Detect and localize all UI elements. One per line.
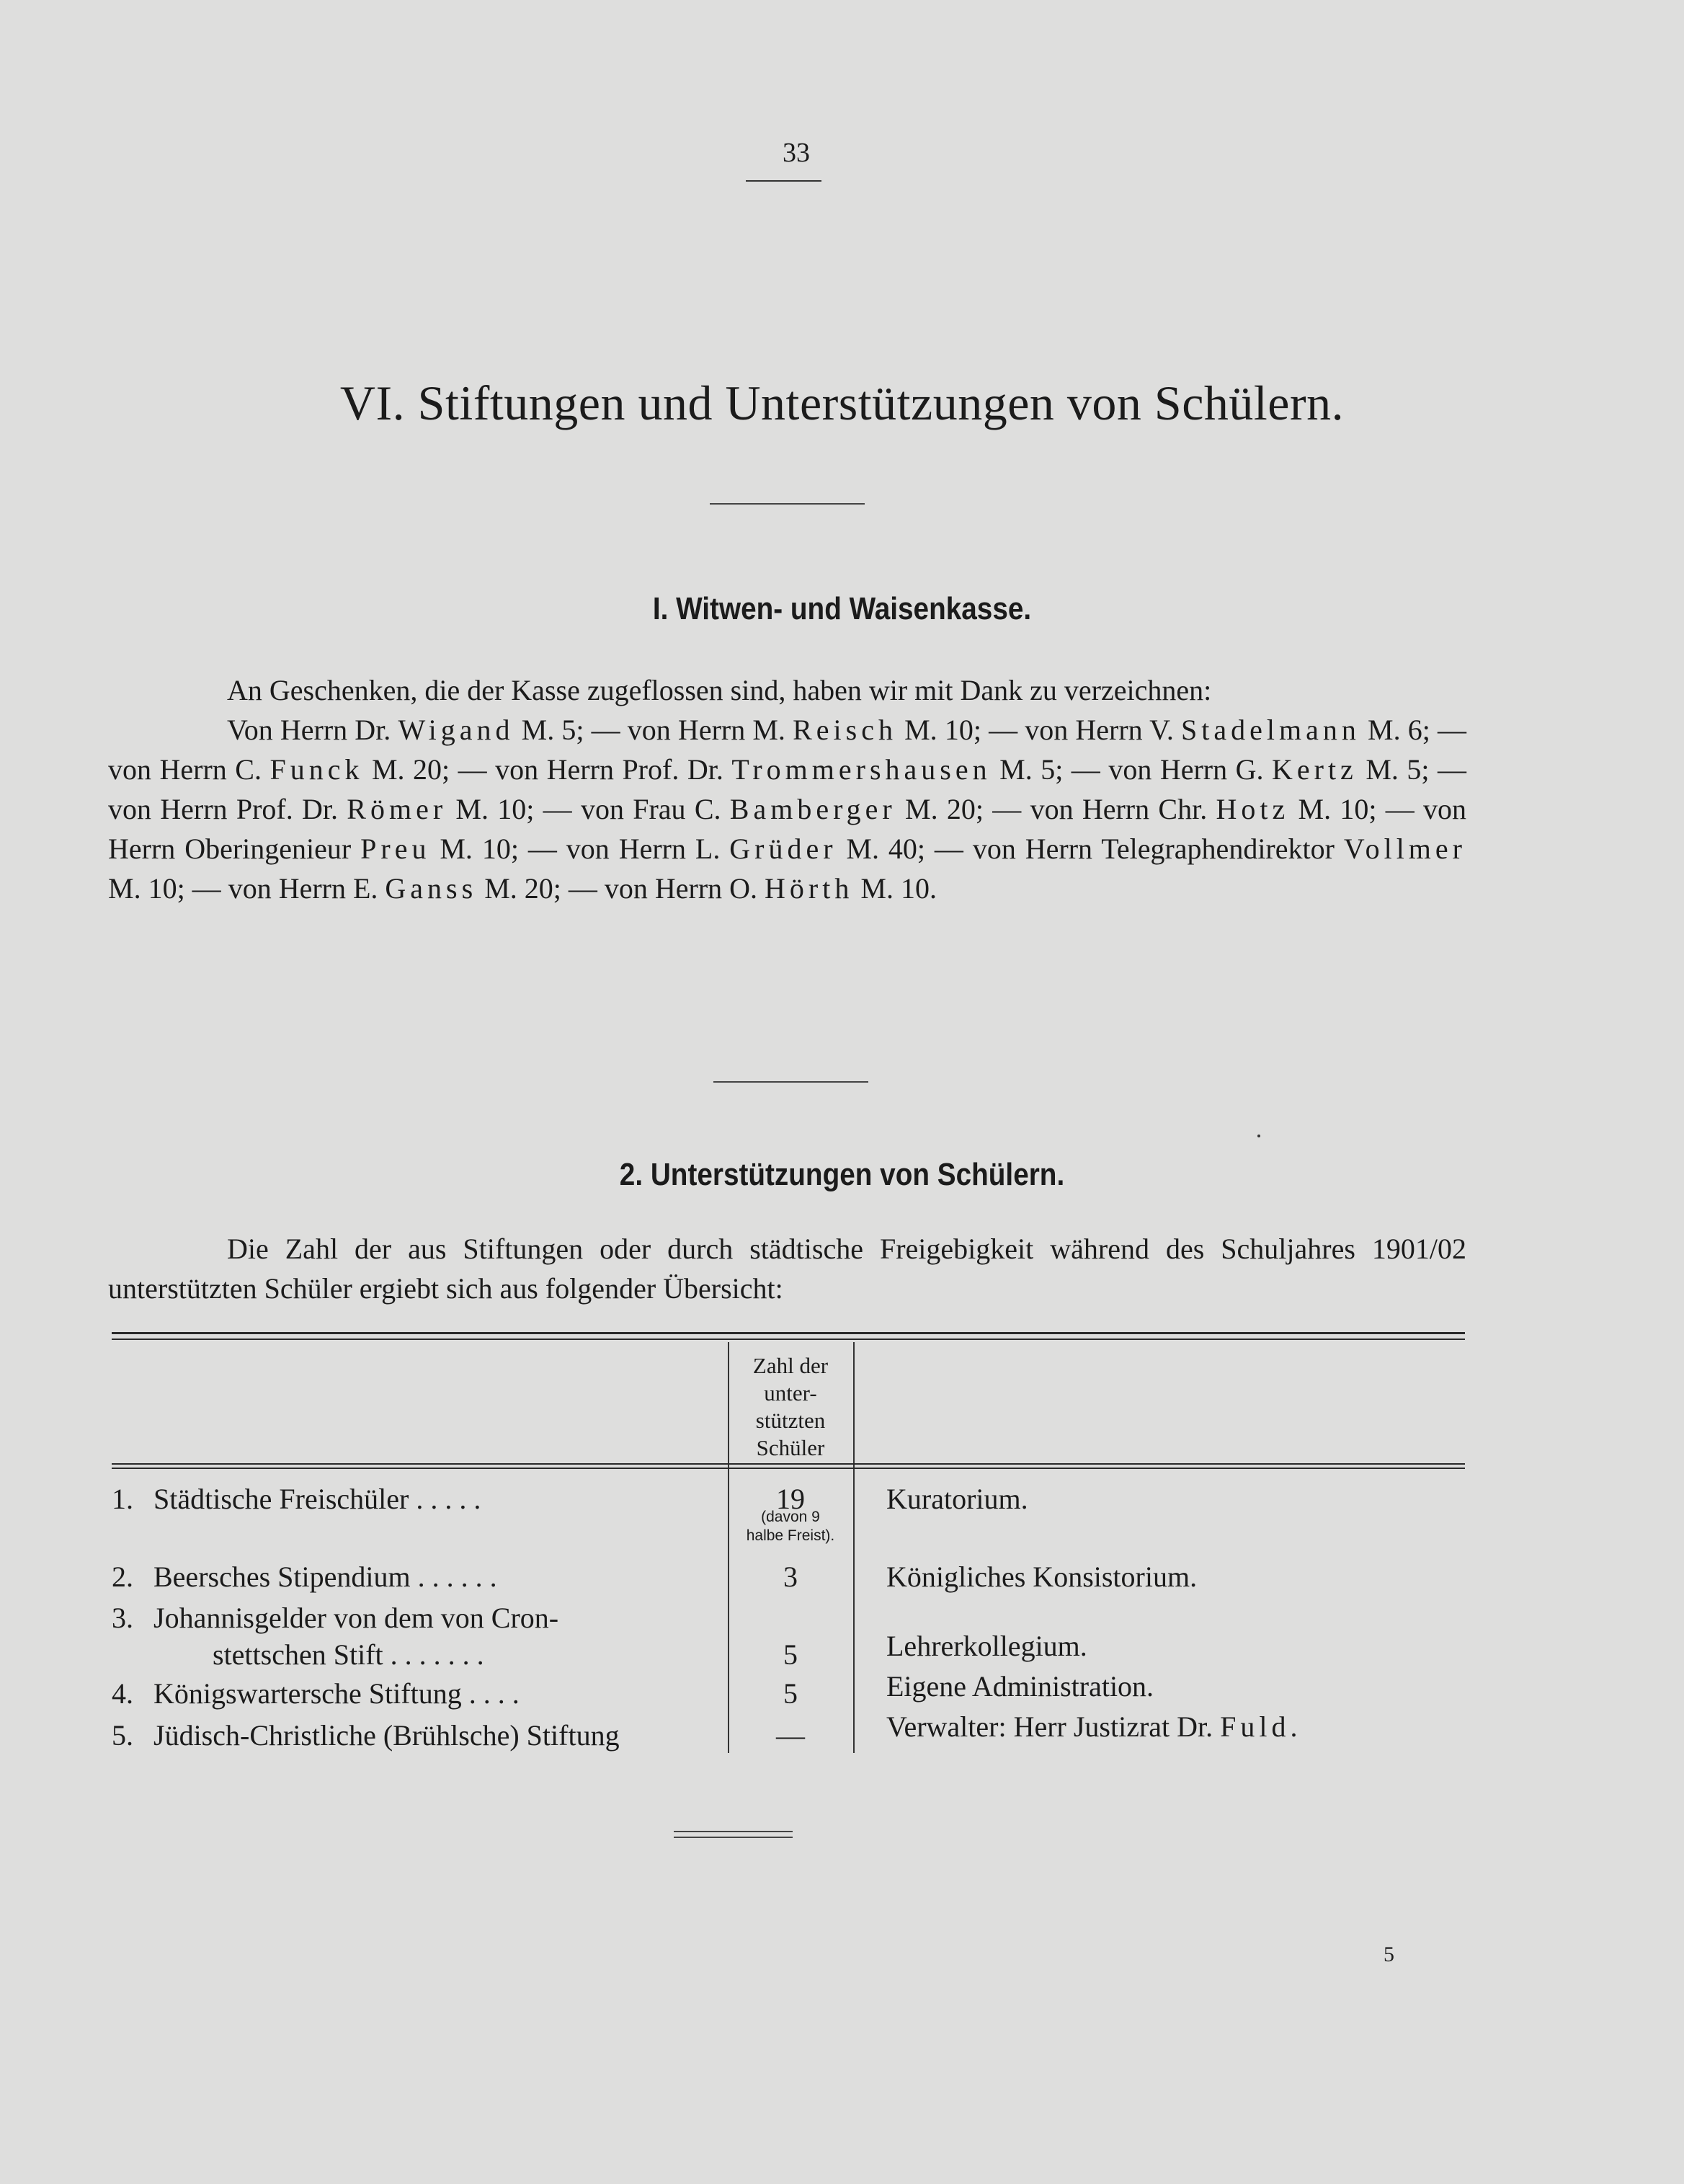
donation-prefix: von Herrn C.: [108, 753, 270, 786]
donor-name: Grüder: [729, 833, 837, 865]
section1-text: [108, 670, 1466, 908]
paper-speck: [1257, 1135, 1260, 1137]
table-header-rule: [112, 1463, 1465, 1465]
donor-name: Funck: [269, 753, 364, 786]
donor-name: Reisch: [793, 714, 897, 746]
end-rule: [674, 1831, 793, 1832]
row-label-continuation: stettschen Stift . . . . . . .: [213, 1638, 484, 1671]
donation-prefix: von Herrn Chr.: [1030, 793, 1216, 825]
page-number-rule: [746, 180, 821, 182]
donation-entry: [1108, 753, 1466, 786]
donation-amount: M. 10; —: [1289, 793, 1424, 825]
donation-prefix: von Herrn L.: [566, 833, 730, 865]
donation-entry: [227, 714, 628, 746]
donor-name: Ganss: [385, 872, 478, 905]
row-number: 1.: [112, 1483, 133, 1515]
donation-amount: M. 5; —: [991, 753, 1109, 786]
donation-amount: M. 5; —: [1357, 753, 1466, 786]
page-title: VI. Stiftungen und Unterstützungen von Schülern.: [339, 376, 1345, 430]
donation-prefix: von Herrn V.: [1025, 714, 1181, 746]
donation-amount: M. 20; —: [477, 872, 605, 905]
donor-name: Preu: [360, 833, 431, 865]
row-count: 3: [783, 1561, 798, 1593]
donation-amount: M. 10.: [853, 872, 937, 905]
table-row: [112, 1598, 1474, 1638]
donor-name: Kertz: [1271, 753, 1358, 786]
row-count: 5: [783, 1638, 798, 1671]
row-number: 4.: [112, 1677, 133, 1710]
header-line: Zahl der: [752, 1353, 829, 1378]
donor-name: Bamberger: [729, 793, 896, 825]
row-label: Beersches Stipendium . . . . . .: [153, 1561, 497, 1593]
table-row-continuation: [112, 1630, 1474, 1674]
donation-amount: M. 6; —: [1360, 714, 1466, 746]
note-line: (davon 9: [761, 1509, 820, 1525]
donor-name: Römer: [347, 793, 447, 825]
table-column-header: [729, 1352, 852, 1462]
donation-prefix: von Herrn Prof. Dr.: [108, 793, 347, 825]
donation-prefix: von Herrn G.: [1108, 753, 1272, 786]
row-administration: Lehrerkollegium.: [886, 1630, 1087, 1662]
signature-number: 5: [1384, 1943, 1394, 1966]
section1-heading: I. Witwen- und Waisenkasse.: [652, 591, 1032, 626]
donor-name: Hotz: [1216, 793, 1290, 825]
section-divider: [713, 1081, 868, 1083]
donation-amount: M. 20; —: [363, 753, 496, 786]
header-line: Schüler: [756, 1435, 825, 1460]
header-line: stützten: [755, 1408, 826, 1433]
row-administration: [886, 1707, 1302, 1746]
donation-amount: M. 10; —: [430, 833, 566, 865]
row-label: Jüdisch-Christliche (Brühlsche) Stiftung: [153, 1719, 620, 1752]
donation-entry: [108, 753, 495, 786]
donation-entry: [1025, 714, 1466, 746]
donation-prefix: von Herrn Prof. Dr.: [495, 753, 732, 786]
table-top-rule: [112, 1332, 1465, 1334]
page-number: 33: [783, 138, 810, 168]
donor-name: Hörth: [765, 872, 854, 905]
donation-entry: [495, 753, 1108, 786]
donation-entry: [581, 793, 1030, 825]
table-header-rule-2: [112, 1468, 1465, 1469]
end-rule-2: [674, 1837, 793, 1838]
donation-prefix: von Herrn O.: [604, 872, 765, 905]
header-line: unter-: [764, 1380, 817, 1406]
donation-entry: [108, 793, 581, 825]
donation-entry: [1030, 793, 1423, 825]
row-count: —: [776, 1719, 805, 1752]
admin-prefix: Verwalter: Herr Justizrat Dr.: [886, 1710, 1221, 1743]
donation-prefix: von Frau C.: [580, 793, 730, 825]
row-label: Johannisgelder von dem von Cron-: [153, 1602, 559, 1634]
title-divider: [710, 503, 865, 505]
row-count: 5: [783, 1677, 798, 1710]
donor-name: Trommershausen: [731, 753, 992, 786]
section2-intro-text: Die Zahl der aus Stiftungen oder durch städtische Freigebigkeit während des Schuljahres 1901/02 unterstützten Schüler ergiebt sich aus folgender Übersicht:: [108, 1233, 1466, 1305]
donation-entry: [566, 833, 973, 865]
donation-prefix: von Herrn Oberingenieur: [108, 793, 1467, 865]
row-label: Königswartersche Stiftung . . . .: [153, 1677, 520, 1710]
table-row: [112, 1710, 1474, 1755]
donation-amount: M. 40; —: [837, 833, 973, 865]
donation-amount: M. 20; —: [896, 793, 1030, 825]
row-note: [729, 1508, 852, 1545]
row-label: Städtische Freischüler . . . . .: [153, 1483, 481, 1515]
donor-name: Wigand: [398, 714, 514, 746]
table-row: [112, 1557, 1474, 1597]
donation-entry: [228, 872, 605, 905]
note-line: halbe Freist).: [746, 1527, 835, 1544]
donation-prefix: von Herrn M.: [627, 714, 793, 746]
donation-amount: M. 10; —: [896, 714, 1025, 746]
donor-name: Vollmer: [1343, 833, 1466, 865]
donation-entry: [605, 872, 937, 905]
donation-list: [108, 714, 1466, 905]
row-number: 3.: [112, 1602, 133, 1634]
table-top-rule-2: [112, 1339, 1465, 1340]
donation-amount: M. 10; —: [108, 872, 228, 905]
row-number: 2.: [112, 1561, 133, 1593]
admin-name: Fuld.: [1220, 1710, 1302, 1743]
donation-entry: [628, 714, 1025, 746]
donation-amount: M. 5; —: [514, 714, 628, 746]
section2-heading: 2. Unterstützungen von Schülern.: [619, 1157, 1065, 1192]
row-number: 5.: [112, 1719, 133, 1752]
row-administration: Kuratorium.: [886, 1483, 1028, 1515]
row-count: 19: [776, 1483, 805, 1515]
section1-intro: An Geschenken, die der Kasse zugeflossen sind, haben wir mit Dank zu verzeichnen:: [227, 674, 1212, 706]
donor-name: Stadelmann: [1181, 714, 1360, 746]
donation-amount: M. 10; —: [447, 793, 581, 825]
donation-prefix: von Herrn Telegraphendirektor: [972, 833, 1344, 865]
donation-prefix: von Herrn E.: [228, 872, 386, 905]
row-administration: Königliches Konsistorium.: [886, 1561, 1198, 1593]
section2-intro: [108, 1229, 1466, 1308]
row-administration: Eigene Administration.: [886, 1670, 1154, 1703]
donation-prefix: Von Herrn Dr.: [227, 714, 398, 746]
